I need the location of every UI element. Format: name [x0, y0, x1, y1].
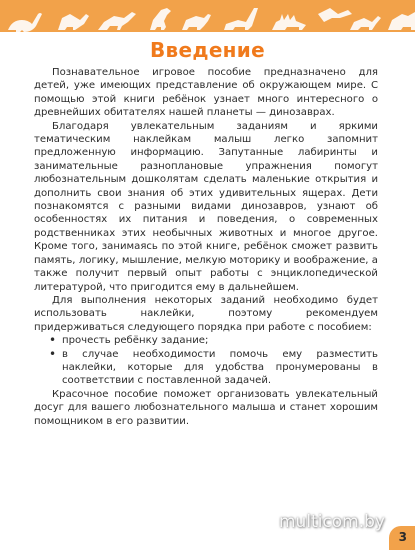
- list-item: • в случае необходимости помочь ему разместить наклейки, которые для удобства пронумерованы в соответствии с поставленной задачей.: [62, 348, 378, 388]
- watermark: multicom.by: [278, 512, 385, 532]
- paragraph-2: Благодаря увлекательным заданиям и яркими тематическим наклейкам малыш легко запомнит предложенную информацию. Запутанные лабиринты и занимательные разноплановые упражнения помогут любознательным дошколятам сделать маленькие открытия и дополнить свои знания об этих удивительных ящерах. Дети познакомятся с разными видами динозавров, узнают об особенностях их питания и поведения, о современных родственниках этих необычных животных и многое другое. Кроме того, занимаясь по этой книге, ребёнок сможет развить память, логику, мышление, мелкую моторику и воображение, а также получит первый опыт работы с энциклопедической литературой, что пригодится ему в дальнейшем.: [34, 120, 378, 293]
- dinosaur-silhouettes-icon: [0, 0, 415, 32]
- intro-text: [34, 66, 378, 428]
- closing-paragraph: Красочное пособие поможет организовать увлекательный досуг для вашего любознательного малыша и станет хорошим помощником в его развитии.: [34, 388, 378, 427]
- instructions-list: [34, 334, 378, 388]
- header-banner: [0, 0, 415, 32]
- page-title: Введение: [150, 38, 265, 62]
- paragraph-3: Для выполнения некоторых заданий необходимо будет использовать наклейки, поэтому рекомендуем придерживаться следующего порядка при работе с пособием:: [34, 294, 378, 333]
- paragraph-1: Познавательное игровое пособие предназначено для детей, уже имеющих представление об окружающем мире. С помощью этой книги ребёнок узнает много интересного о древнейших обитателях нашей планеты — динозаврах.: [34, 67, 378, 119]
- page-number: 3: [398, 530, 407, 544]
- list-item: • прочесть ребёнку задание;: [62, 334, 378, 347]
